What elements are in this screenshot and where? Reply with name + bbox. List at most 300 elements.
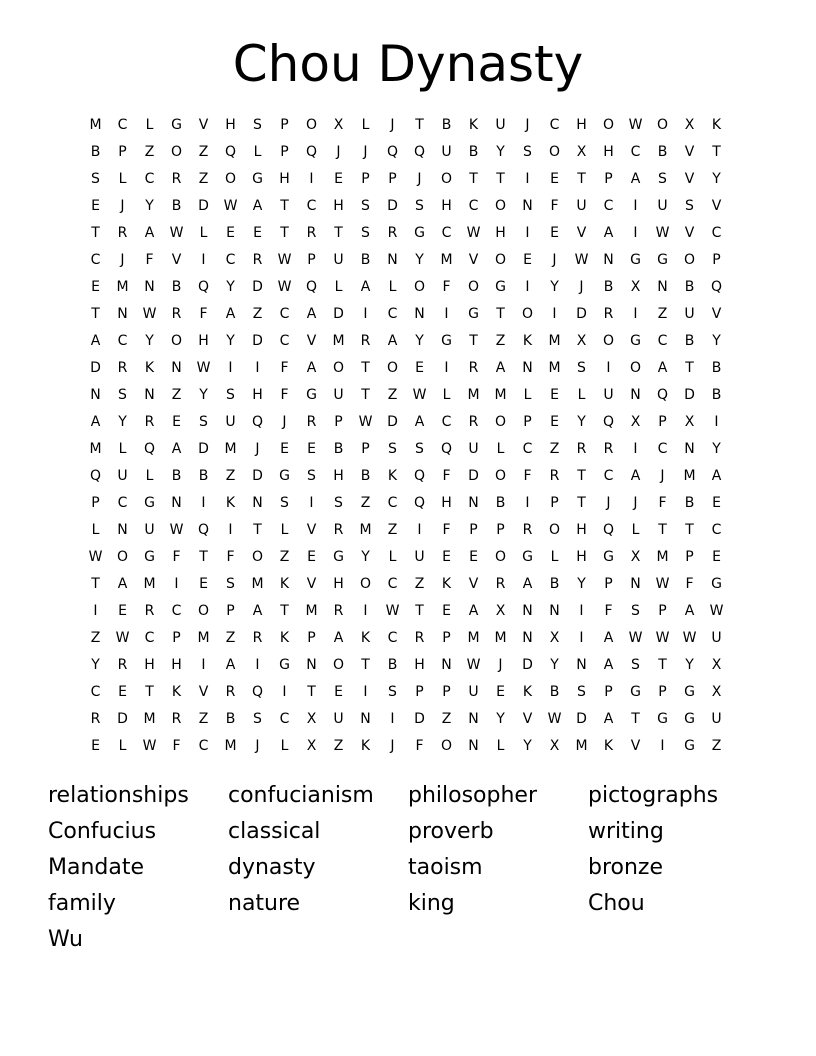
grid-letter: C	[117, 333, 128, 349]
grid-letter: Z	[171, 387, 182, 403]
grid-letter: H	[576, 117, 587, 133]
grid-letter: R	[603, 441, 614, 457]
grid-letter: C	[630, 144, 641, 160]
grid-letter: E	[199, 576, 208, 592]
grid-letter: M	[89, 441, 102, 457]
word-list	[48, 778, 788, 958]
grid-letter: L	[496, 441, 505, 457]
grid-letter: C	[711, 522, 722, 538]
grid-letter: Q	[224, 144, 237, 160]
grid-letter: N	[603, 252, 614, 268]
grid-letter: Q	[143, 441, 156, 457]
grid-letter: U	[441, 144, 452, 160]
grid-letter: O	[602, 117, 615, 133]
grid-letter: T	[577, 495, 586, 511]
grid-letter: L	[334, 279, 343, 295]
grid-letter: Y	[712, 441, 721, 457]
grid-letter: O	[602, 333, 615, 349]
grid-letter: Y	[550, 279, 559, 295]
grid-letter: C	[387, 495, 398, 511]
grid-letter: A	[90, 414, 101, 430]
grid-letter: S	[658, 171, 667, 187]
grid-letter: S	[199, 414, 208, 430]
grid-letter: O	[440, 171, 453, 187]
grid-letter: I	[633, 306, 638, 322]
grid-letter: G	[657, 711, 668, 727]
grid-letter: U	[603, 387, 614, 403]
grid-letter: E	[523, 252, 532, 268]
grid-letter: B	[387, 657, 398, 673]
word-search-grid	[82, 112, 730, 760]
grid-letter: O	[494, 549, 507, 565]
grid-letter: T	[145, 684, 154, 700]
grid-letter: W	[655, 225, 670, 241]
grid-letter: A	[387, 333, 398, 349]
grid-letter: Z	[225, 630, 236, 646]
word-list-item: pictographs	[588, 783, 719, 808]
grid-letter: H	[333, 468, 344, 484]
grid-row	[82, 301, 730, 328]
grid-letter: Z	[387, 522, 398, 538]
grid-letter: Y	[145, 198, 154, 214]
grid-letter: N	[468, 711, 479, 727]
grid-row	[82, 571, 730, 598]
grid-letter: R	[468, 414, 479, 430]
grid-letter: C	[279, 333, 290, 349]
grid-letter: C	[387, 630, 398, 646]
grid-letter: U	[468, 441, 479, 457]
grid-letter: Q	[413, 468, 426, 484]
grid-letter: W	[169, 522, 184, 538]
grid-letter: Z	[198, 171, 209, 187]
grid-letter: E	[550, 225, 559, 241]
grid-row	[82, 112, 730, 139]
grid-letter: D	[90, 360, 101, 376]
grid-letter: T	[334, 225, 343, 241]
grid-letter: W	[277, 252, 292, 268]
grid-letter: M	[494, 630, 507, 646]
grid-letter: N	[252, 495, 263, 511]
grid-letter: W	[547, 711, 562, 727]
grid-letter: V	[522, 711, 533, 727]
grid-letter: A	[306, 306, 317, 322]
grid-letter: H	[252, 387, 263, 403]
grid-letter: W	[655, 630, 670, 646]
grid-letter: V	[306, 522, 317, 538]
grid-letter: P	[442, 684, 451, 700]
grid-letter: A	[333, 630, 344, 646]
grid-letter: J	[255, 738, 260, 754]
grid-letter: L	[280, 738, 289, 754]
grid-row	[82, 544, 730, 571]
grid-letter: D	[117, 711, 128, 727]
grid-letter: I	[444, 306, 449, 322]
grid-letter: I	[255, 657, 260, 673]
grid-letter: P	[496, 522, 505, 538]
grid-letter: Q	[413, 495, 426, 511]
grid-letter: I	[201, 495, 206, 511]
grid-letter: P	[604, 576, 613, 592]
grid-letter: C	[603, 468, 614, 484]
grid-letter: R	[144, 603, 155, 619]
grid-letter: Z	[441, 711, 452, 727]
grid-letter: D	[387, 198, 398, 214]
grid-letter: J	[390, 117, 395, 133]
grid-letter: Q	[251, 684, 264, 700]
grid-letter: I	[228, 522, 233, 538]
grid-letter: H	[279, 171, 290, 187]
grid-letter: B	[603, 279, 614, 295]
grid-letter: O	[548, 522, 561, 538]
grid-letter: R	[603, 306, 614, 322]
grid-row	[82, 139, 730, 166]
grid-letter: G	[252, 171, 263, 187]
grid-letter: Z	[198, 144, 209, 160]
grid-letter: D	[252, 468, 263, 484]
grid-letter: U	[117, 468, 128, 484]
grid-letter: I	[417, 522, 422, 538]
grid-letter: P	[712, 252, 721, 268]
grid-letter: B	[171, 468, 182, 484]
grid-letter: H	[225, 117, 236, 133]
grid-letter: M	[143, 576, 156, 592]
grid-letter: K	[144, 360, 155, 376]
grid-letter: Q	[305, 279, 318, 295]
grid-letter: H	[198, 333, 209, 349]
grid-letter: J	[633, 495, 638, 511]
grid-letter: V	[711, 306, 722, 322]
grid-letter: D	[198, 198, 209, 214]
grid-letter: I	[579, 630, 584, 646]
grid-letter: B	[198, 468, 209, 484]
grid-letter: N	[117, 522, 128, 538]
grid-letter: M	[116, 279, 129, 295]
grid-letter: Y	[577, 414, 586, 430]
grid-letter: G	[711, 576, 722, 592]
grid-letter: H	[603, 144, 614, 160]
grid-letter: I	[525, 279, 530, 295]
grid-letter: X	[306, 738, 317, 754]
grid-letter: V	[198, 684, 209, 700]
grid-letter: W	[574, 252, 589, 268]
grid-letter: T	[91, 306, 100, 322]
grid-letter: I	[228, 360, 233, 376]
grid-letter: V	[198, 117, 209, 133]
grid-letter: U	[333, 252, 344, 268]
grid-letter: M	[332, 333, 345, 349]
grid-letter: X	[630, 549, 641, 565]
grid-letter: A	[468, 603, 479, 619]
grid-letter: L	[631, 522, 640, 538]
grid-letter: M	[467, 387, 480, 403]
grid-letter: O	[332, 657, 345, 673]
grid-letter: Y	[523, 738, 532, 754]
grid-letter: Z	[360, 495, 371, 511]
grid-letter: J	[336, 144, 341, 160]
grid-letter: G	[630, 333, 641, 349]
grid-letter: A	[360, 279, 371, 295]
grid-letter: E	[334, 171, 343, 187]
grid-letter: Y	[577, 576, 586, 592]
grid-letter: M	[224, 738, 237, 754]
grid-letter: S	[280, 495, 289, 511]
grid-letter: M	[656, 549, 669, 565]
grid-letter: A	[117, 576, 128, 592]
word-list-item: writing	[588, 819, 664, 844]
grid-letter: J	[606, 495, 611, 511]
grid-letter: A	[603, 225, 614, 241]
grid-letter: S	[91, 171, 100, 187]
grid-letter: E	[334, 684, 343, 700]
grid-letter: W	[385, 603, 400, 619]
grid-letter: T	[496, 306, 505, 322]
grid-letter: T	[469, 333, 478, 349]
grid-letter: F	[280, 360, 289, 376]
grid-letter: A	[495, 360, 506, 376]
grid-letter: I	[633, 198, 638, 214]
grid-letter: I	[363, 684, 368, 700]
grid-letter: Y	[496, 144, 505, 160]
grid-letter: H	[144, 657, 155, 673]
grid-letter: R	[171, 711, 182, 727]
grid-letter: E	[253, 225, 262, 241]
grid-letter: O	[305, 117, 318, 133]
grid-letter: I	[525, 171, 530, 187]
grid-letter: P	[469, 522, 478, 538]
grid-letter: E	[496, 684, 505, 700]
grid-letter: A	[630, 468, 641, 484]
grid-letter: E	[91, 279, 100, 295]
grid-letter: T	[307, 684, 316, 700]
grid-letter: J	[282, 414, 287, 430]
grid-letter: O	[197, 603, 210, 619]
grid-letter: M	[89, 117, 102, 133]
grid-letter: H	[495, 225, 506, 241]
grid-letter: B	[360, 252, 371, 268]
grid-letter: W	[115, 630, 130, 646]
grid-letter: D	[414, 711, 425, 727]
grid-letter: C	[225, 252, 236, 268]
grid-letter: L	[253, 144, 262, 160]
grid-letter: V	[576, 225, 587, 241]
grid-letter: N	[171, 360, 182, 376]
grid-letter: N	[306, 657, 317, 673]
grid-letter: B	[684, 495, 695, 511]
grid-letter: P	[658, 684, 667, 700]
grid-letter: Z	[90, 630, 101, 646]
grid-letter: L	[118, 738, 127, 754]
grid-letter: H	[441, 495, 452, 511]
grid-letter: Q	[413, 144, 426, 160]
grid-letter: R	[171, 171, 182, 187]
grid-letter: Z	[549, 441, 560, 457]
grid-letter: V	[630, 738, 641, 754]
grid-letter: G	[279, 468, 290, 484]
grid-letter: I	[633, 441, 638, 457]
grid-letter: T	[280, 603, 289, 619]
grid-letter: A	[603, 630, 614, 646]
grid-letter: P	[685, 549, 694, 565]
grid-letter: S	[361, 198, 370, 214]
grid-letter: V	[468, 576, 479, 592]
grid-letter: H	[576, 549, 587, 565]
grid-letter: R	[117, 360, 128, 376]
grid-letter: O	[494, 198, 507, 214]
grid-row	[82, 706, 730, 733]
grid-letter: O	[494, 414, 507, 430]
grid-letter: R	[495, 576, 506, 592]
grid-letter: P	[604, 171, 613, 187]
grid-letter: A	[603, 711, 614, 727]
grid-letter: R	[549, 468, 560, 484]
grid-letter: Y	[91, 657, 100, 673]
grid-letter: A	[225, 657, 236, 673]
grid-letter: U	[225, 414, 236, 430]
grid-letter: X	[333, 117, 344, 133]
grid-letter: F	[145, 252, 154, 268]
grid-letter: W	[88, 549, 103, 565]
grid-letter: M	[575, 738, 588, 754]
grid-letter: E	[550, 171, 559, 187]
grid-letter: E	[712, 495, 721, 511]
grid-letter: N	[117, 306, 128, 322]
grid-letter: F	[226, 549, 235, 565]
grid-letter: I	[390, 711, 395, 727]
grid-letter: R	[576, 441, 587, 457]
grid-letter: Q	[710, 279, 723, 295]
grid-letter: X	[306, 711, 317, 727]
grid-letter: D	[468, 468, 479, 484]
grid-letter: L	[145, 468, 154, 484]
grid-letter: T	[658, 522, 667, 538]
grid-letter: F	[442, 522, 451, 538]
grid-letter: F	[172, 549, 181, 565]
grid-letter: I	[552, 306, 557, 322]
grid-letter: B	[90, 144, 101, 160]
grid-letter: E	[442, 603, 451, 619]
grid-row	[82, 247, 730, 274]
grid-letter: O	[332, 360, 345, 376]
grid-letter: S	[226, 576, 235, 592]
grid-letter: L	[118, 171, 127, 187]
grid-letter: X	[711, 684, 722, 700]
grid-letter: U	[657, 198, 668, 214]
grid-letter: O	[683, 252, 696, 268]
grid-letter: M	[548, 333, 561, 349]
grid-letter: T	[361, 387, 370, 403]
grid-letter: I	[579, 603, 584, 619]
grid-letter: R	[468, 360, 479, 376]
grid-letter: E	[442, 549, 451, 565]
grid-letter: L	[361, 117, 370, 133]
grid-letter: Q	[197, 522, 210, 538]
grid-letter: F	[415, 738, 424, 754]
grid-letter: Y	[145, 333, 154, 349]
word-list-item: nature	[228, 891, 301, 916]
grid-letter: C	[306, 198, 317, 214]
grid-letter: M	[305, 603, 318, 619]
grid-letter: C	[144, 630, 155, 646]
grid-letter: R	[387, 225, 398, 241]
grid-letter: V	[684, 144, 695, 160]
grid-letter: I	[714, 414, 719, 430]
grid-letter: A	[711, 468, 722, 484]
grid-letter: K	[225, 495, 236, 511]
grid-letter: Z	[279, 549, 290, 565]
grid-letter: G	[657, 252, 668, 268]
grid-letter: G	[441, 333, 452, 349]
grid-letter: M	[683, 468, 696, 484]
grid-letter: K	[279, 576, 290, 592]
grid-letter: B	[711, 387, 722, 403]
grid-row	[82, 463, 730, 490]
grid-letter: C	[117, 117, 128, 133]
grid-letter: C	[279, 306, 290, 322]
grid-letter: V	[171, 252, 182, 268]
grid-letter: Q	[251, 414, 264, 430]
grid-letter: C	[387, 576, 398, 592]
grid-letter: E	[469, 549, 478, 565]
grid-letter: O	[656, 117, 669, 133]
grid-letter: I	[525, 225, 530, 241]
grid-letter: X	[684, 117, 695, 133]
grid-letter: G	[630, 684, 641, 700]
grid-letter: O	[359, 576, 372, 592]
grid-letter: N	[630, 387, 641, 403]
grid-letter: M	[467, 630, 480, 646]
grid-letter: X	[549, 738, 560, 754]
grid-letter: W	[169, 225, 184, 241]
grid-letter: E	[712, 549, 721, 565]
grid-letter: Z	[198, 711, 209, 727]
grid-letter: X	[576, 144, 587, 160]
grid-letter: S	[253, 711, 262, 727]
grid-letter: H	[171, 657, 182, 673]
grid-letter: W	[196, 360, 211, 376]
grid-letter: B	[495, 495, 506, 511]
grid-letter: A	[306, 360, 317, 376]
grid-letter: J	[552, 252, 557, 268]
grid-letter: U	[468, 684, 479, 700]
grid-letter: J	[255, 441, 260, 457]
grid-letter: A	[657, 360, 668, 376]
grid-letter: C	[522, 441, 533, 457]
grid-letter: S	[577, 360, 586, 376]
grid-letter: L	[388, 279, 397, 295]
grid-letter: B	[657, 144, 668, 160]
grid-letter: P	[226, 603, 235, 619]
grid-letter: A	[414, 414, 425, 430]
grid-letter: V	[468, 252, 479, 268]
word-list-item: classical	[228, 819, 321, 844]
grid-letter: G	[684, 738, 695, 754]
grid-letter: S	[577, 684, 586, 700]
grid-letter: Y	[361, 549, 370, 565]
grid-letter: Z	[495, 333, 506, 349]
grid-letter: P	[118, 144, 127, 160]
grid-letter: N	[468, 495, 479, 511]
grid-letter: K	[468, 117, 479, 133]
grid-letter: L	[496, 738, 505, 754]
grid-row	[82, 652, 730, 679]
grid-letter: L	[118, 441, 127, 457]
grid-letter: B	[171, 198, 182, 214]
grid-letter: R	[144, 414, 155, 430]
grid-letter: M	[440, 252, 453, 268]
grid-letter: R	[117, 657, 128, 673]
grid-letter: S	[415, 198, 424, 214]
grid-letter: S	[415, 441, 424, 457]
